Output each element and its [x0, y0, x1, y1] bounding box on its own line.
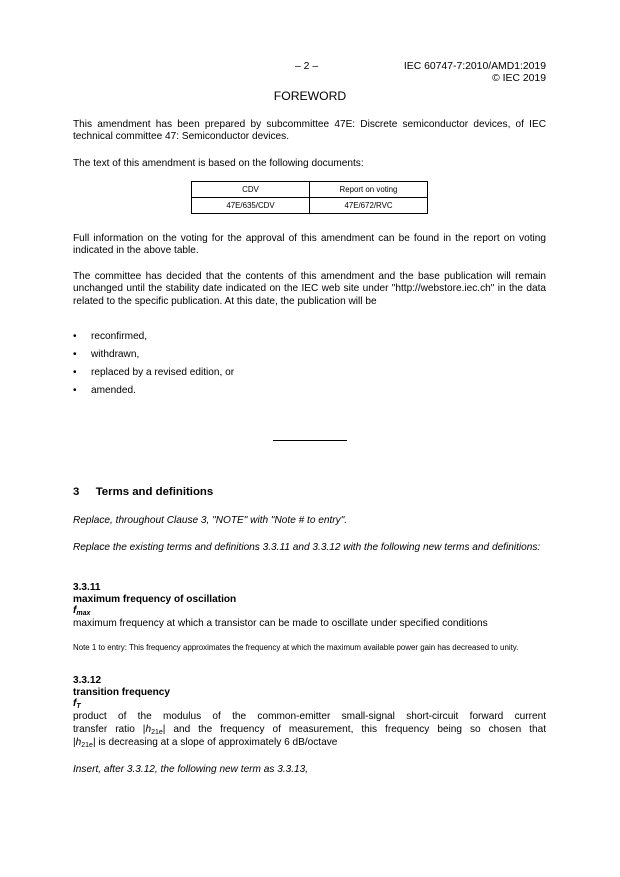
table-header-row	[192, 182, 428, 198]
term-name: maximum frequency of oscillation	[73, 594, 237, 605]
term-definition-line-1: product of the modulus of the common-emitter small-signal short-circuit forward current	[73, 711, 546, 722]
instruction-2: Replace the existing terms and definitions 3.3.11 and 3.3.12 with the following new terms and definitions:	[73, 542, 541, 553]
foreword-paragraph-1: This amendment has been prepared by subcommittee 47E: Discrete semiconductor devices, of IEC technical committee 47: Semiconductor devices.	[73, 119, 546, 143]
separator-rule	[273, 440, 347, 441]
table-cell: 47E/635/CDV	[192, 198, 310, 214]
term-number: 3.3.12	[73, 675, 102, 686]
bullet-icon: •	[73, 349, 77, 360]
page-number: – 2 –	[295, 61, 319, 72]
instruction-1: Replace, throughout Clause 3, "NOTE" with "Note # to entry".	[73, 515, 348, 526]
term-definition-line-3: $|h_{21e}|$ is decreasing at a slope of approximately 6 dB/octave	[73, 737, 338, 749]
term-name: transition frequency	[73, 687, 171, 698]
foreword-paragraph-4: The committee has decided that the contents of this amendment and the base publication will remain unchanged until the stability date indicated on the IEC web site under "http://webstore.iec.ch" in the data related to the specific publication. At this date, the publication will be	[73, 271, 546, 307]
section-heading	[73, 486, 213, 498]
foreword-paragraph-2: The text of this amendment is based on the following documents:	[73, 158, 364, 169]
table-row	[192, 198, 428, 214]
term-number: 3.3.11	[73, 582, 101, 593]
term-note: Note 1 to entry: This frequency approximates the frequency at which the maximum available power gain has decreased to unity.	[73, 643, 519, 652]
voting-table	[191, 181, 428, 214]
term-symbol: $f_{max}$	[73, 605, 91, 617]
section-number: 3	[73, 486, 80, 498]
term-definition-line-2: transfer ratio $|h_{21e}|$ and the frequency of measurement, this frequency being so chosen that	[73, 724, 546, 736]
foreword-paragraph-3: Full information on the voting for the approval of this amendment can be found in the report on voting indicated in the above table.	[73, 233, 546, 257]
table-cell: 47E/672/RVC	[310, 198, 428, 214]
table-header-cell: Report on voting	[310, 182, 428, 198]
foreword-title: FOREWORD	[273, 89, 347, 103]
document-id: IEC 60747-7:2010/AMD1:2019	[403, 61, 546, 72]
bullet-icon: •	[73, 385, 77, 396]
table-header-cell: CDV	[192, 182, 310, 198]
bullet-icon: •	[73, 367, 77, 378]
section-title: Terms and definitions	[95, 486, 214, 498]
copyright: © IEC 2019	[492, 73, 546, 84]
document-page: – 2 – IEC 60747-7:2010/AMD1:2019 © IEC 2019 FOREWORD This amendment has been prepared by subcommittee 47E: Discrete semiconductor devices, of IEC technical committee 47: Semiconductor devices. The text of this amendment is based on the following documents: CDV Report on voting 47E/635/CDV 47E/672/RVC Full information on the voting for the approval of this amendment can be found in the report on voting indicated in the above table. The committee has decided that the contents of this amendment and the base publication will remain unchanged until the stability date indicated on the IEC web site under "http://webstore.iec.ch" in the data related to the specific publication. At this date, the publication will be • reconfirmed, • withdrawn, • replaced by a revised edition, or • amended. 3 Terms and definitions Replace, throughout Clause 3, "NOTE" with "Note # to entry". Replace the existing terms and definitions 3.3.11 and 3.3.12 with the following new terms and definitions: 3.3.11 maximum frequency of oscillation $f_{max}$ maximum frequency at which a transistor can be made to oscillate under specified conditions Note 1 to entry: This frequency approximates the frequency at which the maximum available power gain has decreased to unity. 3.3.12 transition frequency $f_T$ product of the modulus of the common-emitter small-signal short-circuit forward current transfer ratio $|h_{21e}|$ and the frequency of measurement, this frequency being so chosen that $|h_{21e}|$ is decreasing at a slope of approximately 6 dB/octave Insert, after 3.3.12, the following new term as 3.3.13,	[0, 0, 620, 877]
term-symbol: $f_T$	[73, 698, 81, 710]
term-definition: maximum frequency at which a transistor can be made to oscillate under specified conditions	[73, 618, 488, 629]
instruction-3: Insert, after 3.3.12, the following new term as 3.3.13,	[73, 764, 309, 775]
bullet-icon: •	[73, 331, 77, 342]
